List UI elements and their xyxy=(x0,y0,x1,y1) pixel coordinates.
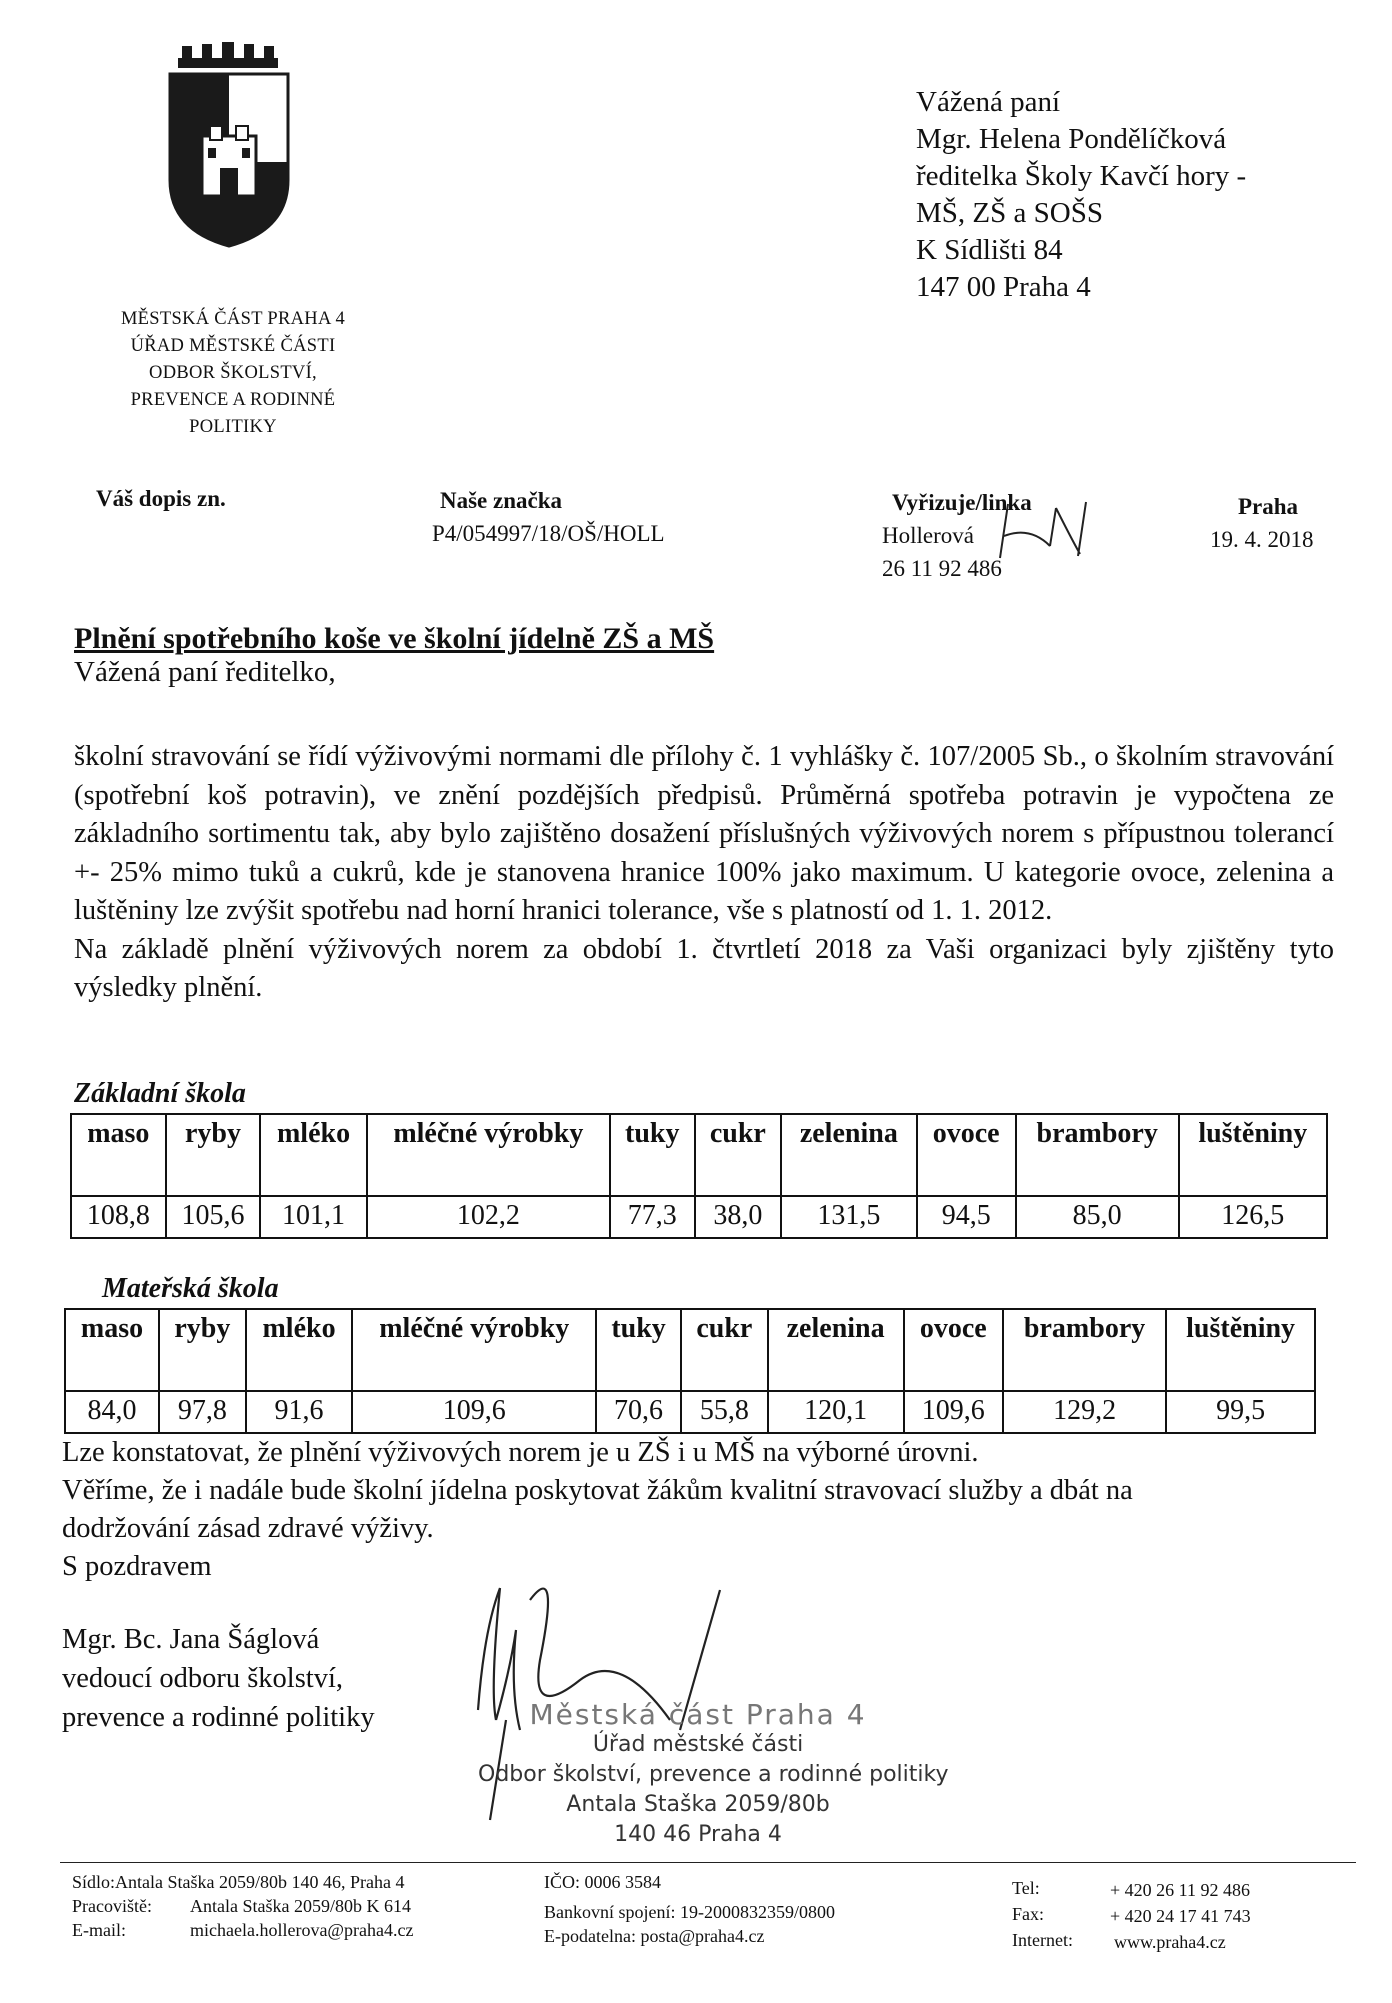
value-cell: 131,5 xyxy=(781,1196,917,1238)
value-cell: 109,6 xyxy=(904,1391,1003,1433)
header-cell: cukr xyxy=(695,1114,781,1196)
handled-by-phone: 26 11 92 486 xyxy=(882,556,1002,581)
value-cell: 91,6 xyxy=(246,1391,353,1433)
value-cell: 109,6 xyxy=(352,1391,596,1433)
header-cell: luštěniny xyxy=(1179,1114,1327,1196)
coat-of-arms-logo xyxy=(158,40,300,250)
header-cell: zelenina xyxy=(768,1309,904,1391)
footer-seat: Sídlo:Antala Staška 2059/80b 140 46, Praha 4 xyxy=(72,1872,405,1892)
header-cell: tuky xyxy=(596,1309,681,1391)
addressee-line: Mgr. Helena Pondělíčková xyxy=(916,123,1227,155)
value-cell: 129,2 xyxy=(1003,1391,1166,1433)
table-caption-kindergarten: Mateřská škola xyxy=(102,1273,279,1304)
addressee-block xyxy=(916,84,1246,306)
elementary-school-table xyxy=(70,1113,1328,1239)
header-cell: cukr xyxy=(681,1309,768,1391)
signer-block xyxy=(62,1620,375,1737)
footer-workplace-label: Pracoviště: xyxy=(72,1896,152,1916)
footer-divider xyxy=(60,1862,1356,1863)
footer-web: www.praha4.cz xyxy=(1114,1932,1226,1952)
letter-subject: Plnění spotřebního koše ve školní jídelně ZŠ a MŠ xyxy=(74,622,715,655)
place-label: Praha xyxy=(1238,494,1299,519)
closing-line: S pozdravem xyxy=(62,1551,212,1582)
table-row xyxy=(65,1391,1315,1433)
value-cell: 126,5 xyxy=(1179,1196,1327,1238)
header-cell: maso xyxy=(65,1309,159,1391)
addressee-line: K Sídlišti 84 xyxy=(916,234,1063,266)
value-cell: 102,2 xyxy=(367,1196,610,1238)
our-ref-label: Naše značka xyxy=(440,488,563,513)
stamp-line: 140 46 Praha 4 xyxy=(614,1822,782,1847)
handled-by-name: Hollerová xyxy=(882,523,974,548)
handled-by-initials-signature xyxy=(990,496,1100,576)
our-ref-value: P4/054997/18/OŠ/HOLL xyxy=(432,521,665,546)
body-paragraph: Na základě plnění výživových norem za období 1. čtvrtletí 2018 za Vaši organizaci byly zjištěny tyto výsledky plnění. xyxy=(74,933,1334,1003)
stamp-line: Antala Staška 2059/80b xyxy=(566,1792,830,1817)
office-line: ODBOR ŠKOLSTVÍ, xyxy=(149,363,317,383)
header-cell: tuky xyxy=(610,1114,695,1196)
header-cell: brambory xyxy=(1003,1309,1166,1391)
office-line: MĚSTSKÁ ČÁST PRAHA 4 xyxy=(120,309,346,329)
value-cell: 120,1 xyxy=(768,1391,904,1433)
footer-epodatelna: E-podatelna: posta@praha4.cz xyxy=(544,1926,765,1946)
footer-email-label: E-mail: xyxy=(72,1920,126,1940)
footer-web-label: Internet: xyxy=(1012,1930,1073,1950)
header-cell: ovoce xyxy=(917,1114,1016,1196)
office-line: PREVENCE A RODINNÉ xyxy=(130,390,336,410)
header-cell: ryby xyxy=(159,1309,246,1391)
footer-tel-label: Tel: xyxy=(1012,1878,1040,1898)
value-cell: 70,6 xyxy=(596,1391,681,1433)
header-cell: mléko xyxy=(260,1114,366,1196)
footer-bank: Bankovní spojení: 19-2000832359/0800 xyxy=(544,1902,835,1922)
letter-date: 19. 4. 2018 xyxy=(1210,527,1314,552)
table-header-row xyxy=(71,1114,1327,1196)
value-cell: 99,5 xyxy=(1166,1391,1315,1433)
header-cell: luštěniny xyxy=(1166,1309,1315,1391)
value-cell: 97,8 xyxy=(159,1391,246,1433)
header-cell: mléčné výrobky xyxy=(352,1309,596,1391)
addressee-line: 147 00 Praha 4 xyxy=(916,271,1091,303)
footer-fax: + 420 24 17 41 743 xyxy=(1110,1906,1251,1926)
header-cell: maso xyxy=(71,1114,166,1196)
footer-email: michaela.hollerova@praha4.cz xyxy=(190,1920,414,1940)
office-line: POLITIKY xyxy=(189,417,277,437)
footer-workplace: Antala Staška 2059/80b K 614 xyxy=(190,1896,411,1916)
addressee-line: Vážená paní xyxy=(916,86,1061,118)
value-cell: 105,6 xyxy=(166,1196,261,1238)
footer-fax-label: Fax: xyxy=(1012,1904,1045,1924)
value-cell: 94,5 xyxy=(917,1196,1016,1238)
value-cell: 38,0 xyxy=(695,1196,781,1238)
table-caption-elementary: Základní škola xyxy=(74,1078,246,1109)
header-cell: mléko xyxy=(246,1309,353,1391)
addressee-line: MŠ, ZŠ a SOŠS xyxy=(916,197,1103,229)
signer-name: Mgr. Bc. Jana Šáglová xyxy=(62,1624,320,1655)
value-cell: 85,0 xyxy=(1016,1196,1179,1238)
table-header-row xyxy=(65,1309,1315,1391)
closing-line: Věříme, že i nadále bude školní jídelna poskytovat žákům kvalitní stravovací služby a dbát na xyxy=(62,1475,1133,1506)
your-letter-label: Váš dopis zn. xyxy=(96,486,226,511)
signer-title: prevence a rodinné politiky xyxy=(62,1702,375,1733)
value-cell: 55,8 xyxy=(681,1391,768,1433)
salutation: Vážená paní ředitelko, xyxy=(74,656,336,688)
letter-body xyxy=(74,738,1334,1008)
header-cell: brambory xyxy=(1016,1114,1179,1196)
table-row xyxy=(71,1196,1327,1238)
value-cell: 84,0 xyxy=(65,1391,159,1433)
handled-by-label: Vyřizuje/linka xyxy=(892,490,1032,515)
header-cell: ryby xyxy=(166,1114,261,1196)
addressee-line: ředitelka Školy Kavčí hory - xyxy=(916,160,1247,192)
signer-title: vedoucí odboru školství, xyxy=(62,1663,344,1694)
office-stamp xyxy=(478,1698,949,1870)
footer-tel: + 420 26 11 92 486 xyxy=(1110,1880,1250,1900)
stamp-line: Úřad městské části xyxy=(592,1732,804,1757)
value-cell: 77,3 xyxy=(610,1196,695,1238)
header-cell: mléčné výrobky xyxy=(367,1114,610,1196)
closing-line: dodržování zásad zdravé výživy. xyxy=(62,1513,434,1544)
office-line: ÚŘAD MĚSTSKÉ ČÁSTI xyxy=(130,336,336,356)
body-paragraph: školní stravování se řídí výživovými normami dle přílohy č. 1 vyhlášky č. 107/2005 Sb., o školním stravování (spotřební koš potravin), ve znění pozdějších předpisů. Průměrná spotřeba potravin je vypočtena ze základního sortimentu tak, aby bylo zajištěno dosažení příslušných výživových norem s přípustnou tolerancí +- 25% mimo tuků a cukrů, kde je stanovena hranice 100% jako maximum. U kategorie ovoce, zelenina a luštěniny lze zvýšit spotřebu nad horní hranici tolerance, vše s platností od 1. 1. 2012. xyxy=(74,741,1334,926)
value-cell: 108,8 xyxy=(71,1196,166,1238)
closing-line: Lze konstatovat, že plnění výživových norem je u ZŠ i u MŠ na výborné úrovni. xyxy=(62,1437,979,1468)
stamp-line: Odbor školství, prevence a rodinné politiky xyxy=(478,1762,949,1787)
closing-text xyxy=(62,1434,1342,1586)
value-cell: 101,1 xyxy=(260,1196,366,1238)
header-cell: zelenina xyxy=(781,1114,917,1196)
stamp-line: Městská část Praha 4 xyxy=(529,1698,867,1731)
footer-ico: IČO: 0006 3584 xyxy=(544,1872,661,1892)
kindergarten-table xyxy=(64,1308,1316,1434)
header-cell: ovoce xyxy=(904,1309,1003,1391)
office-heading xyxy=(78,306,388,441)
